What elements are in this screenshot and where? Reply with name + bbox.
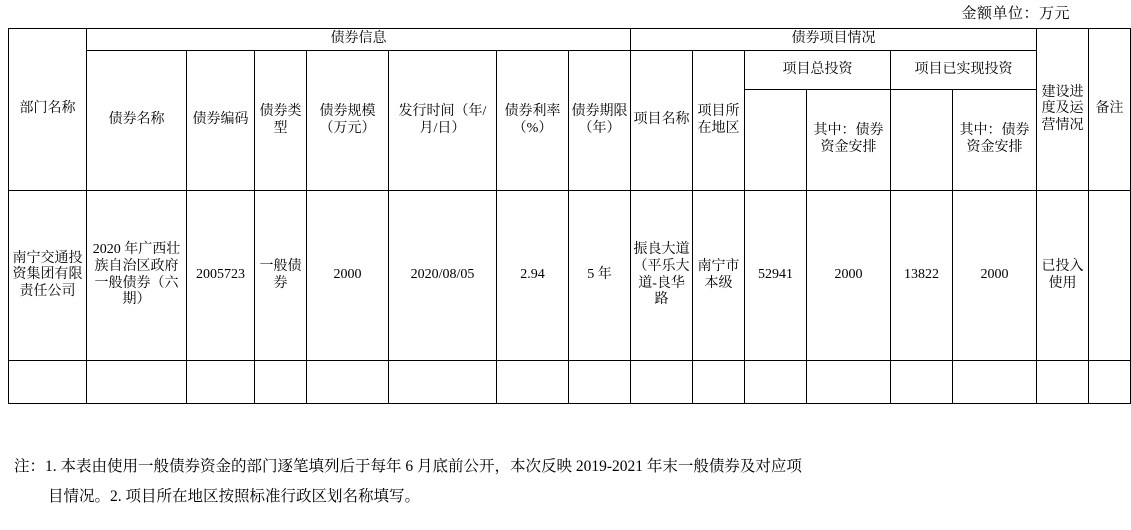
cell-dept	[9, 361, 87, 404]
cell-done-invest: 13822	[891, 191, 953, 361]
header-bond-name: 债券名称	[87, 51, 187, 191]
cell-total-invest: 52941	[745, 191, 807, 361]
cell-project-region	[693, 361, 745, 404]
cell-progress: 已投入使用	[1037, 191, 1089, 361]
header-bond-type: 债券类型	[255, 51, 307, 191]
cell-project-region: 南宁市本级	[693, 191, 745, 361]
header-bond-code: 债券编码	[187, 51, 255, 191]
unit-note: 金额单位：万元	[961, 6, 1070, 22]
cell-bond-type	[255, 361, 307, 404]
cell-bond-type: 一般债券	[255, 191, 307, 361]
bond-project-table	[8, 28, 1131, 404]
cell-bond-code: 2005723	[187, 191, 255, 361]
table-row	[9, 191, 1131, 361]
header-remark: 备注	[1089, 29, 1131, 191]
cell-bond-rate	[497, 361, 569, 404]
header-total-invest: 项目总投资	[745, 51, 891, 90]
cell-done-invest-sub: 2000	[953, 191, 1037, 361]
cell-done-invest-sub	[953, 361, 1037, 404]
cell-bond-code	[187, 361, 255, 404]
cell-dept: 南宁交通投资集团有限责任公司	[9, 191, 87, 361]
header-done-invest: 项目已实现投资	[891, 51, 1037, 90]
cell-remark	[1089, 191, 1131, 361]
cell-bond-name: 2020 年广西壮族自治区政府一般债券（六期）	[87, 191, 187, 361]
header-bond-term: 债券期限（年）	[569, 51, 631, 191]
cell-bond-rate: 2.94	[497, 191, 569, 361]
footnote-line-1: 注：1. 本表由使用一般债券资金的部门逐笔填列后于每年 6 月底前公开，本次反映 2019-2021 年末一般债券及对应项	[14, 458, 802, 475]
cell-total-invest	[745, 361, 807, 404]
cell-bond-term: 5 年	[569, 191, 631, 361]
header-done-invest-sub: 其中：债券资金安排	[953, 90, 1037, 191]
header-progress: 建设进度及运营情况	[1037, 29, 1089, 191]
cell-bond-name	[87, 361, 187, 404]
cell-project-name: 振良大道（平乐大道-良华路	[631, 191, 693, 361]
cell-done-invest	[891, 361, 953, 404]
header-bond-info: 债券信息	[87, 29, 631, 51]
table-header-row-1	[9, 29, 1131, 51]
header-project-region: 项目所在地区	[693, 51, 745, 191]
header-dept: 部门名称	[9, 29, 87, 191]
table-header-row-2	[9, 51, 1131, 90]
header-bond-rate: 债券利率（%）	[497, 51, 569, 191]
header-project-name: 项目名称	[631, 51, 693, 191]
cell-total-invest-sub	[807, 361, 891, 404]
cell-bond-scale: 2000	[307, 191, 389, 361]
table-row	[9, 361, 1131, 404]
footnote-line-2: 目情况。2. 项目所在地区按照标准行政区划名称填写。	[48, 488, 421, 506]
cell-issue-date	[389, 361, 497, 404]
cell-remark	[1089, 361, 1131, 404]
cell-total-invest-sub: 2000	[807, 191, 891, 361]
header-total-invest-blank	[745, 90, 807, 191]
cell-project-name	[631, 361, 693, 404]
cell-bond-scale	[307, 361, 389, 404]
header-done-invest-blank	[891, 90, 953, 191]
header-issue-date: 发行时间（年/月/日）	[389, 51, 497, 191]
cell-issue-date: 2020/08/05	[389, 191, 497, 361]
header-bond-scale: 债券规模（万元）	[307, 51, 389, 191]
cell-bond-term	[569, 361, 631, 404]
cell-progress	[1037, 361, 1089, 404]
header-total-invest-sub: 其中：债券资金安排	[807, 90, 891, 191]
header-project-status: 债券项目情况	[631, 29, 1037, 51]
footnote	[14, 452, 1070, 512]
